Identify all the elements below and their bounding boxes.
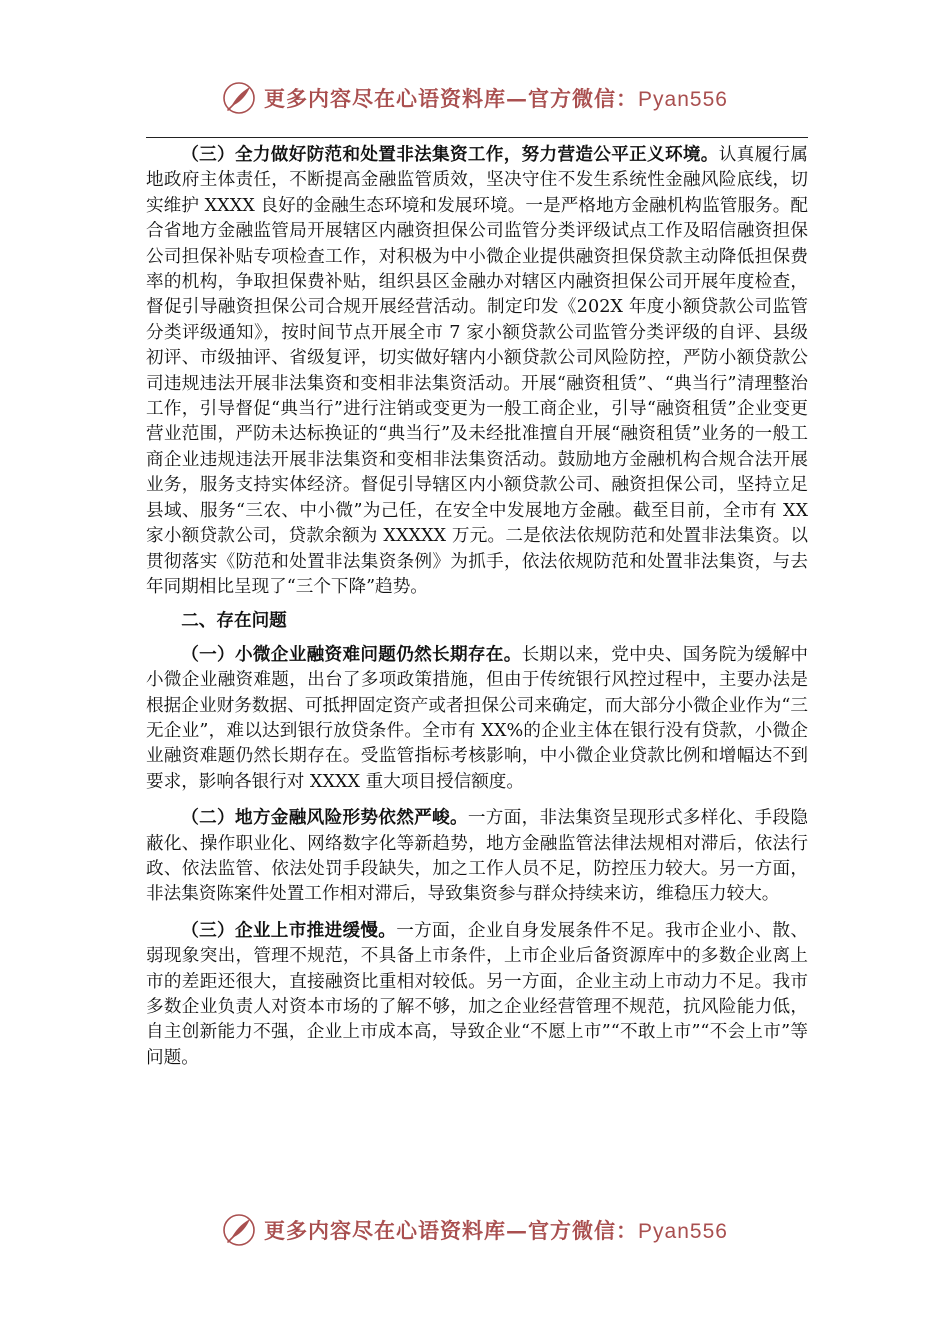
watermark-cn-text: 更多内容尽在心语资料库—官方微信： [264, 1218, 639, 1243]
header-watermark [0, 76, 950, 120]
paragraph-text: 认真履行属地政府主体责任，不断提高金融监管质效，坚决守住不发生系统性金融风险底线，切实维护 XXXX 良好的金融生态环境和发展环境。一是严格地方金融机构监管服务。配合省地方金融监管局开展辖区内融资担保公司监管分类评级试点工作及昭信融资担保公司担保补贴专项检查工作，对积极为中小微企业提供融资担保贷款主动降低担保费率的机构，争取担保费补贴，组织县区金融办对辖区内融资担保公司开展年度检查，督促引导融资担保公司合规开展经营活动。制定印发《202X 年度小额贷款公司监管分类评级通知》，按时间节点开展全市 7 家小额贷款公司监管分类评级的自评、县级初评、市级抽评、省级复评，切实做好辖内小额贷款公司风险防控，严防小额贷款公司违规违法开展非法集资和变相非法集资活动。开展“融资租赁”、“典当行”清理整治工作，引导督促“典当行”进行注销或变更为一般工商企业，引导“融资租赁”企业变更营业范围，严防未达标换证的“典当行”及未经批准擅自开展“融资租赁”业务的一般工商企业违规违法开展非法集资和变相非法集资活动。鼓励地方金融机构合规合法开展业务，服务支持实体经济。督促引导辖区内小额贷款公司、融资担保公司，坚持立足县域、服务“三农、中小微”为己任，在安全中发展地方金融。截至目前，全市有 XX 家小额贷款公司，贷款余额为 XXXXX 万元。二是依法依规防范和处置非法集资。以贯彻落实《防范和处置非法集资条例》为抓手，依法依规防范和处置非法集资，与去年同期相比呈现了“三个下降”趋势。 [146, 145, 808, 597]
watermark-wechat-id: Pyan556 [638, 88, 728, 111]
feather-quill-logo-icon [222, 81, 256, 115]
paragraph-text: 一方面，企业自身发展条件不足。我市企业小、散、弱现象突出，管理不规范，不具备上市条件，上市企业后备资源库中的多数企业离上市的差距还很大，直接融资比重相对较低。另一方面，企业主动上市动力不足。我市多数企业负责人对资本市场的了解不够，加之企业经营管理不规范，抗风险能力低，自主创新能力不强，企业上市成本高，导致企业“不愿上市”“不敢上市”“不会上市”等问题。 [146, 920, 808, 1068]
watermark-text [264, 1215, 728, 1245]
problem-paragraph-2 [146, 805, 808, 908]
watermark-text [264, 83, 728, 113]
problem-paragraph-3 [146, 918, 808, 1071]
paragraph-text: 一方面，非法集资呈现形式多样化、手段隐蔽化、操作职业化、网络数字化等新趋势，地方金融监管法律法规相对滞后，依法行政、依法监管、依法处罚手段缺失，加之工作人员不足，防控压力较大。另一方面，非法集资陈案件处置工作相对滞后，导致集资参与群众持续来访，维稳压力较大。 [146, 808, 808, 905]
watermark-wechat-id: Pyan556 [638, 1220, 728, 1243]
section-three-paragraph [146, 142, 808, 600]
document-body [146, 142, 808, 1071]
paragraph-lead: （一）小微企业融资难问题仍然长期存在。 [181, 643, 522, 665]
problem-paragraph-1 [146, 642, 808, 795]
header-divider [146, 137, 808, 138]
watermark-cn-text: 更多内容尽在心语资料库—官方微信： [264, 86, 639, 111]
footer-watermark [0, 1208, 950, 1252]
paragraph-lead: （三）企业上市推进缓慢。 [181, 919, 397, 941]
paragraph-text: 长期以来，党中央、国务院为缓解中小微企业融资难题，出台了多项政策措施，但由于传统银行风控过程中，主要办法是根据企业财务数据、可抵押固定资产或者担保公司来确定，而大部分小微企业作为“三无企业”，难以达到银行放贷条件。全市有 XX%的企业主体在银行没有贷款，小微企业融资难题仍然长期存在。受监管指标考核影响，中小微企业贷款比例和增幅达不到要求，影响各银行对 XXXX 重大项目授信额度。 [146, 644, 808, 792]
paragraph-lead: （三）全力做好防范和处置非法集资工作，努力营造公平正义环境。 [181, 144, 719, 165]
section-heading: 二、存在问题 [181, 610, 287, 632]
paragraph-lead: （二）地方金融风险形势依然严峻。 [181, 807, 468, 829]
feather-quill-logo-icon [222, 1213, 256, 1247]
